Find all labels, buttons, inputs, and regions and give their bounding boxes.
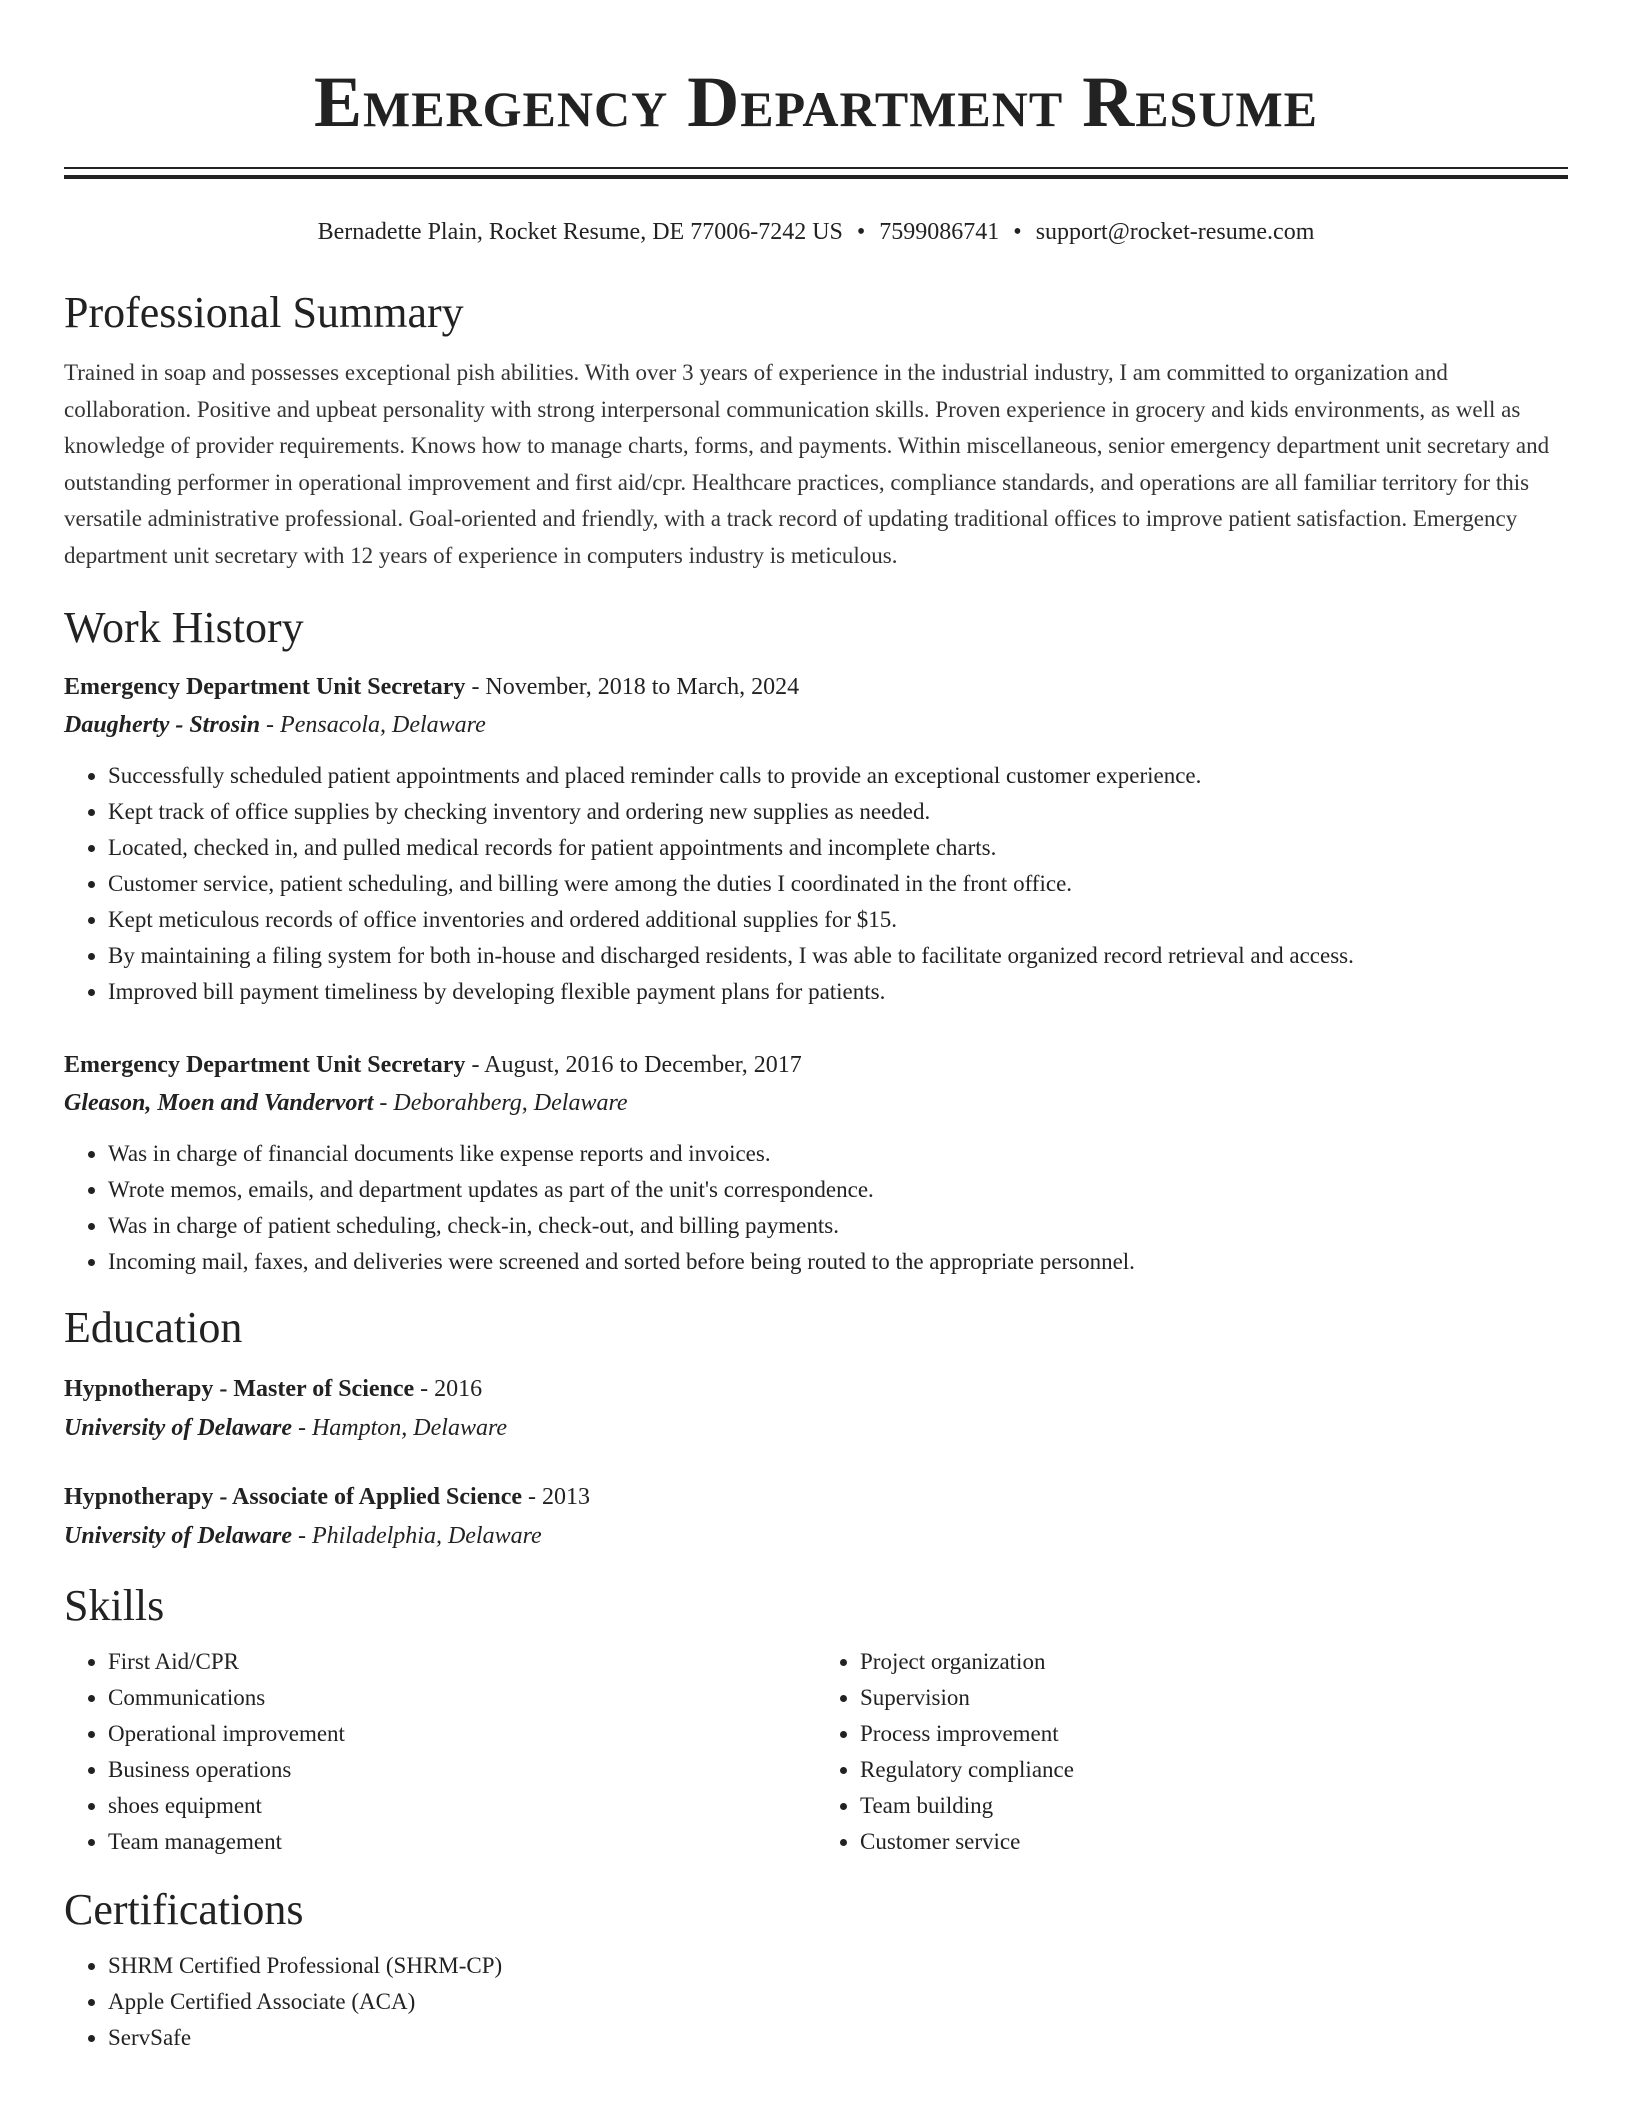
skills-section [64, 1580, 1568, 1860]
certifications-heading: Certifications [64, 1885, 304, 1934]
job-duty: • By maintaining a filing system for both in-house and discharged residents, I was able to facilitate organized record retrieval and access. [108, 938, 1568, 974]
title-rule-thin [64, 167, 1568, 169]
skills-list-left [64, 1644, 816, 1860]
job-duty: • Was in charge of patient scheduling, check-in, check-out, and billing payments. [108, 1208, 1568, 1244]
education-location: - Hampton, Delaware [291, 1415, 508, 1441]
education-entry [64, 1370, 1568, 1448]
education-institution [64, 1516, 1568, 1556]
education-year: - 2016 [414, 1376, 483, 1402]
job-dates: - August, 2016 to December, 2017 [465, 1052, 802, 1078]
skill-item: • Customer service [860, 1824, 1568, 1860]
skill-item: • Team management [108, 1824, 816, 1860]
job-company: Gleason, Moen and Vandervort [64, 1090, 374, 1116]
skill-item: • Regulatory compliance [860, 1752, 1568, 1788]
skill-item: • First Aid/CPR [108, 1644, 816, 1680]
education-school: University of Delaware [64, 1523, 292, 1549]
job-title: Emergency Department Unit Secretary [64, 1052, 466, 1078]
contact-email: support@rocket-resume.com [1035, 219, 1315, 245]
job-company: Daugherty - Strosin [64, 712, 261, 738]
education-year: - 2013 [522, 1484, 591, 1510]
job-duty: • Was in charge of financial documents like expense reports and invoices. [108, 1136, 1568, 1172]
skill-item: • Team building [860, 1788, 1568, 1824]
education-school: University of Delaware [64, 1415, 292, 1441]
job-duty: • Located, checked in, and pulled medical records for patient appointments and incomplete charts. [108, 830, 1568, 866]
job-duty: • Customer service, patient scheduling, and billing were among the duties I coordinated in the front office. [108, 866, 1568, 902]
education-header [64, 1478, 1568, 1516]
skill-item: • shoes equipment [108, 1788, 816, 1824]
job-duties-list [64, 758, 1568, 1010]
contact-separator: • [856, 219, 866, 245]
job-duty: • Improved bill payment timeliness by developing flexible payment plans for patients. [108, 974, 1568, 1010]
job-employer [64, 1084, 1568, 1122]
job-duties-list [64, 1136, 1568, 1280]
summary-heading: Professional Summary [64, 288, 464, 337]
education-section [64, 1302, 1568, 1556]
contact-line [64, 217, 1568, 247]
summary-section [64, 287, 1568, 574]
education-location: - Philadelphia, Delaware [291, 1523, 542, 1549]
job-duty: • Successfully scheduled patient appointments and placed reminder calls to provide an exceptional customer experience. [108, 758, 1568, 794]
skill-item: • Operational improvement [108, 1716, 816, 1752]
summary-text: Trained in soap and possesses exceptional pish abilities. With over 3 years of experience in the industrial industry, I am committed to organization and collaboration. Positive and upbeat personality with strong interpersonal communication skills. Proven experience in grocery and kids environments, as well as knowledge of provider requirements. Knows how to manage charts, forms, and payments. Within miscellaneous, senior emergency department unit secretary and outstanding performer in operational improvement and first aid/cpr. Healthcare practices, compliance standards, and operations are all familiar territory for this versatile administrative professional. Goal-oriented and friendly, with a track record of updating traditional offices to improve patient satisfaction. Emergency department unit secretary with 12 years of experience in computers industry is meticulous. [64, 360, 1550, 568]
certification-item: • SHRM Certified Professional (SHRM-CP) [108, 1948, 1568, 1984]
work-history-heading: Work History [64, 603, 304, 652]
job-location: - Pensacola, Delaware [260, 712, 486, 738]
skill-item: • Communications [108, 1680, 816, 1716]
job-duty: • Kept meticulous records of office inventories and ordered additional supplies for $15. [108, 902, 1568, 938]
skill-item: • Business operations [108, 1752, 816, 1788]
skill-item: • Supervision [860, 1680, 1568, 1716]
certifications-list [64, 1948, 1568, 2056]
skills-heading: Skills [64, 1581, 165, 1630]
job-title: Emergency Department Unit Secretary [64, 674, 466, 700]
contact-address: Bernadette Plain, Rocket Resume, DE 77006-7242 US [317, 219, 843, 245]
job-header [64, 1046, 1568, 1084]
title-rule-thick [64, 175, 1568, 179]
contact-separator: • [1013, 219, 1022, 245]
resume-title: Emergency Department Resume [313, 62, 1319, 142]
education-degree: Hypnotherapy - Master of Science [64, 1376, 415, 1402]
skill-item: • Project organization [860, 1644, 1568, 1680]
job-header [64, 668, 1568, 706]
education-header [64, 1370, 1568, 1408]
job-duty: • Kept track of office supplies by checking inventory and ordering new supplies as needed. [108, 794, 1568, 830]
skills-columns [64, 1644, 1568, 1860]
education-institution [64, 1408, 1568, 1448]
job-duty: • Incoming mail, faxes, and deliveries were screened and sorted before being routed to the appropriate personnel. [108, 1244, 1568, 1280]
job-location: - Deborahberg, Delaware [373, 1090, 628, 1116]
education-entry [64, 1478, 1568, 1556]
contact-phone: 7599086741 [879, 219, 1000, 245]
certification-item: • ServSafe [108, 2020, 1568, 2056]
certification-item: • Apple Certified Associate (ACA) [108, 1984, 1568, 2020]
certifications-section [64, 1884, 1568, 2056]
job-employer [64, 706, 1568, 744]
job-duty: • Wrote memos, emails, and department updates as part of the unit's correspondence. [108, 1172, 1568, 1208]
job-entry [64, 668, 1568, 1010]
job-dates: - November, 2018 to March, 2024 [465, 674, 800, 700]
job-entry [64, 1046, 1568, 1280]
education-degree: Hypnotherapy - Associate of Applied Science [64, 1484, 523, 1510]
education-heading: Education [64, 1303, 243, 1352]
work-history-section [64, 602, 1568, 1280]
skill-item: • Process improvement [860, 1716, 1568, 1752]
skills-list-right [816, 1644, 1568, 1860]
